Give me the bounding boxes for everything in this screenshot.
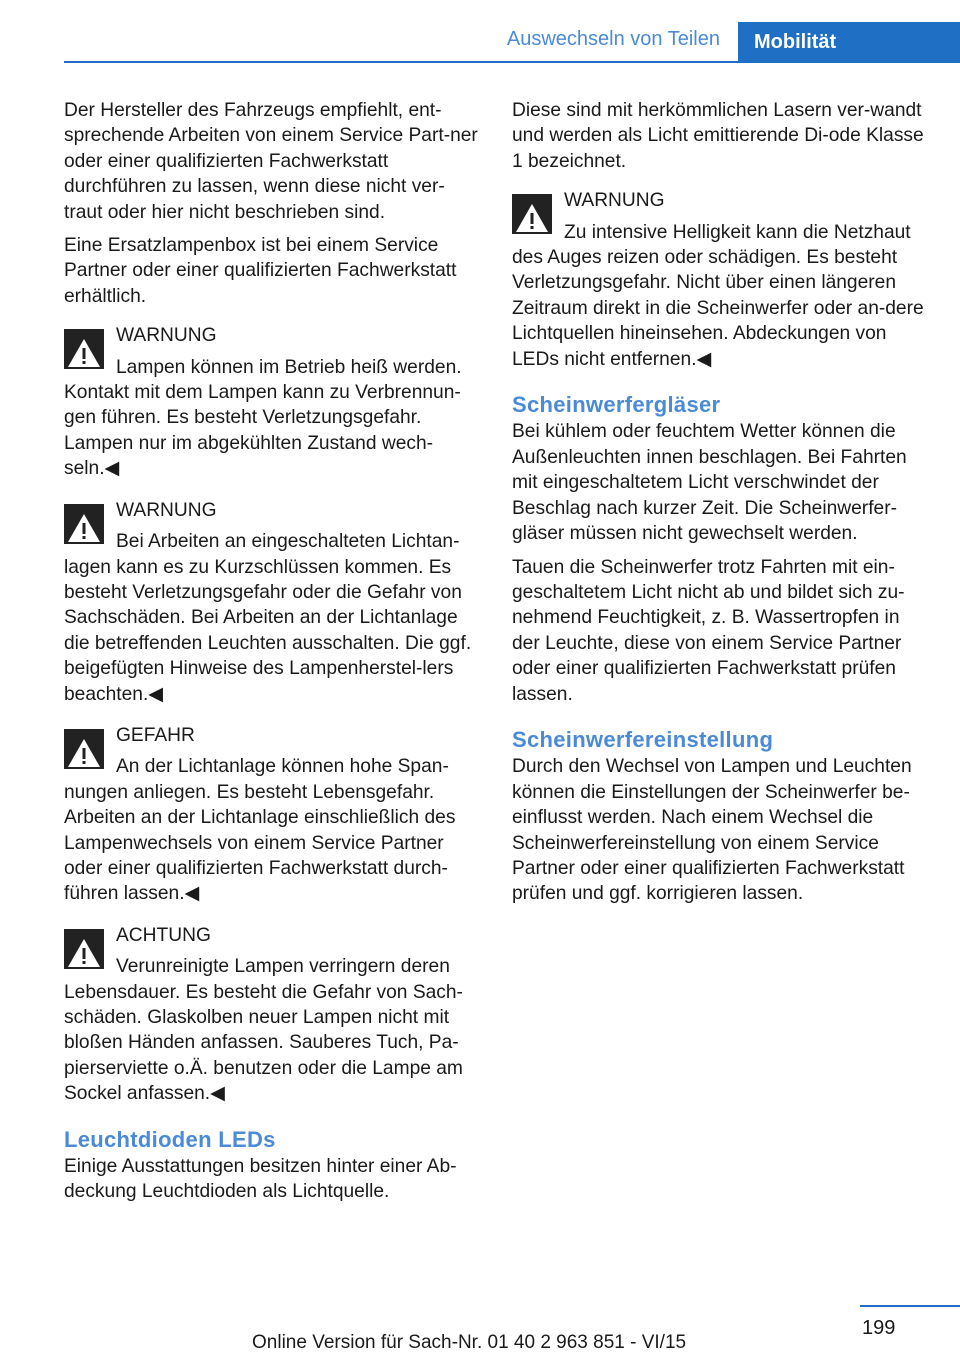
section-heading: Scheinwerfereinstellung	[512, 726, 774, 752]
paragraph: Eine Ersatzlampenbox ist bei einem Service Partner oder einer qualifizierten Fachwerkstatt erhältlich.	[64, 235, 457, 307]
chapter-tab: Mobilität	[738, 22, 960, 62]
paragraph: Einige Ausstattungen besitzen hinter einer Ab-deckung Leuchtdioden als Lichtquelle.	[64, 1156, 457, 1203]
warning-icon	[512, 194, 552, 234]
caution-text: Verunreinigte Lampen verringern deren Lebensdauer. Es besteht die Gefahr von Sach-schäden. Glaskolben neuer Lampen nicht mit bloßen Händen anfassen. Sauberes Tuch, Pa-pierserviette o.Ä. benutzen oder die Lampe am Sockel anfassen.◀	[64, 956, 463, 1105]
caution-label: ACHTUNG	[116, 924, 211, 946]
warning-icon	[64, 729, 104, 769]
paragraph: Durch den Wechsel von Lampen und Leuchten können die Einstellungen der Scheinwerfer be-einflusst werden. Nach einem Wechsel die Scheinwerfereinstellung von einem Service Partner oder einer qualifizierten Fachwerkstatt prüfen und ggf. korrigieren lassen.	[512, 756, 912, 905]
warning-block	[512, 188, 926, 372]
footer-version: Online Version für Sach-Nr. 01 40 2 963 851 - VI/15	[252, 1332, 687, 1353]
warning-label: WARNUNG	[564, 190, 665, 212]
page-header	[0, 0, 960, 62]
paragraph: Tauen die Scheinwerfer trotz Fahrten mit ein-geschaltetem Licht nicht ab und bildet sich zu-nehmend Feuchtigkeit, z. B. Wassertropfen in der Leuchte, diese von einem Service Partner oder einer qualifizierten Fachwerkstatt prüfen lassen.	[512, 556, 905, 705]
section-title: Auswechseln von Teilen	[506, 28, 720, 50]
warning-icon	[64, 504, 104, 544]
paragraph: Bei kühlem oder feuchtem Wetter können die Außenleuchten innen beschlagen. Bei Fahrten mit eingeschaltetem Licht verschwindet der Beschlag nach kurzer Zeit. Die Scheinwerfer-gläser müssen nicht gewechselt werden.	[512, 421, 907, 545]
danger-block	[64, 723, 478, 907]
paragraph: Diese sind mit herkömmlichen Lasern ver-wandt und werden als Licht emittierende Di-ode Klasse 1 bezeichnet.	[512, 100, 924, 172]
section-heading: Scheinwerfergläser	[512, 392, 721, 418]
page-number: 199	[862, 1317, 896, 1339]
danger-text: An der Lichtanlage können hohe Span-nungen anliegen. Es besteht Lebensgefahr. Arbeiten an der Lichtanlage einschließlich des Lampenwechsels von einem Service Partner oder einer qualifizierten Fachwerkstatt durch-führen lassen.◀	[64, 756, 456, 905]
section-heading: Leuchtdioden LEDs	[64, 1126, 276, 1152]
left-column	[64, 98, 478, 1213]
caution-block	[64, 923, 478, 1107]
warning-icon	[64, 329, 104, 369]
warning-text: Lampen können im Betrieb heiß werden. Kontakt mit dem Lampen kann zu Verbrennun-gen führen. Es besteht Verletzungsgefahr. Lampen nur im abgekühlten Zustand wech-seln.◀	[64, 356, 462, 480]
header-rule	[64, 61, 960, 63]
warning-icon	[64, 929, 104, 969]
right-column	[512, 98, 926, 915]
warning-label: WARNUNG	[116, 325, 217, 347]
warning-block	[64, 498, 478, 707]
warning-label: WARNUNG	[116, 499, 217, 521]
warning-text: Zu intensive Helligkeit kann die Netzhaut des Auges reizen oder schädigen. Es besteht Verletzungsgefahr. Nicht über einen längeren Zeitraum direkt in die Scheinwerfer oder an-dere Lichtquellen hineinsehen. Abdeckungen von LEDs nicht entfernen.◀	[512, 221, 924, 370]
danger-label: GEFAHR	[116, 724, 195, 746]
warning-block	[64, 323, 478, 481]
warning-text: Bei Arbeiten an eingeschalteten Lichtan-lagen kann es zu Kurzschlüssen kommen. Es besteht Verletzungsgefahr oder die Gefahr von Sachschäden. Bei Arbeiten an der Lichtanlage die betreffenden Leuchten ausschalten. Die ggf. beigefügten Hinweise des Lampenherstel-lers beachten.◀	[64, 531, 472, 705]
footer-rule	[860, 1305, 960, 1307]
paragraph: Der Hersteller des Fahrzeugs empfiehlt, ent-sprechende Arbeiten von einem Service Part-ner oder einer qualifizierten Fachwerkstatt durchführen zu lassen, wenn diese nicht ver-traut oder hier nicht beschrieben sind.	[64, 100, 478, 223]
